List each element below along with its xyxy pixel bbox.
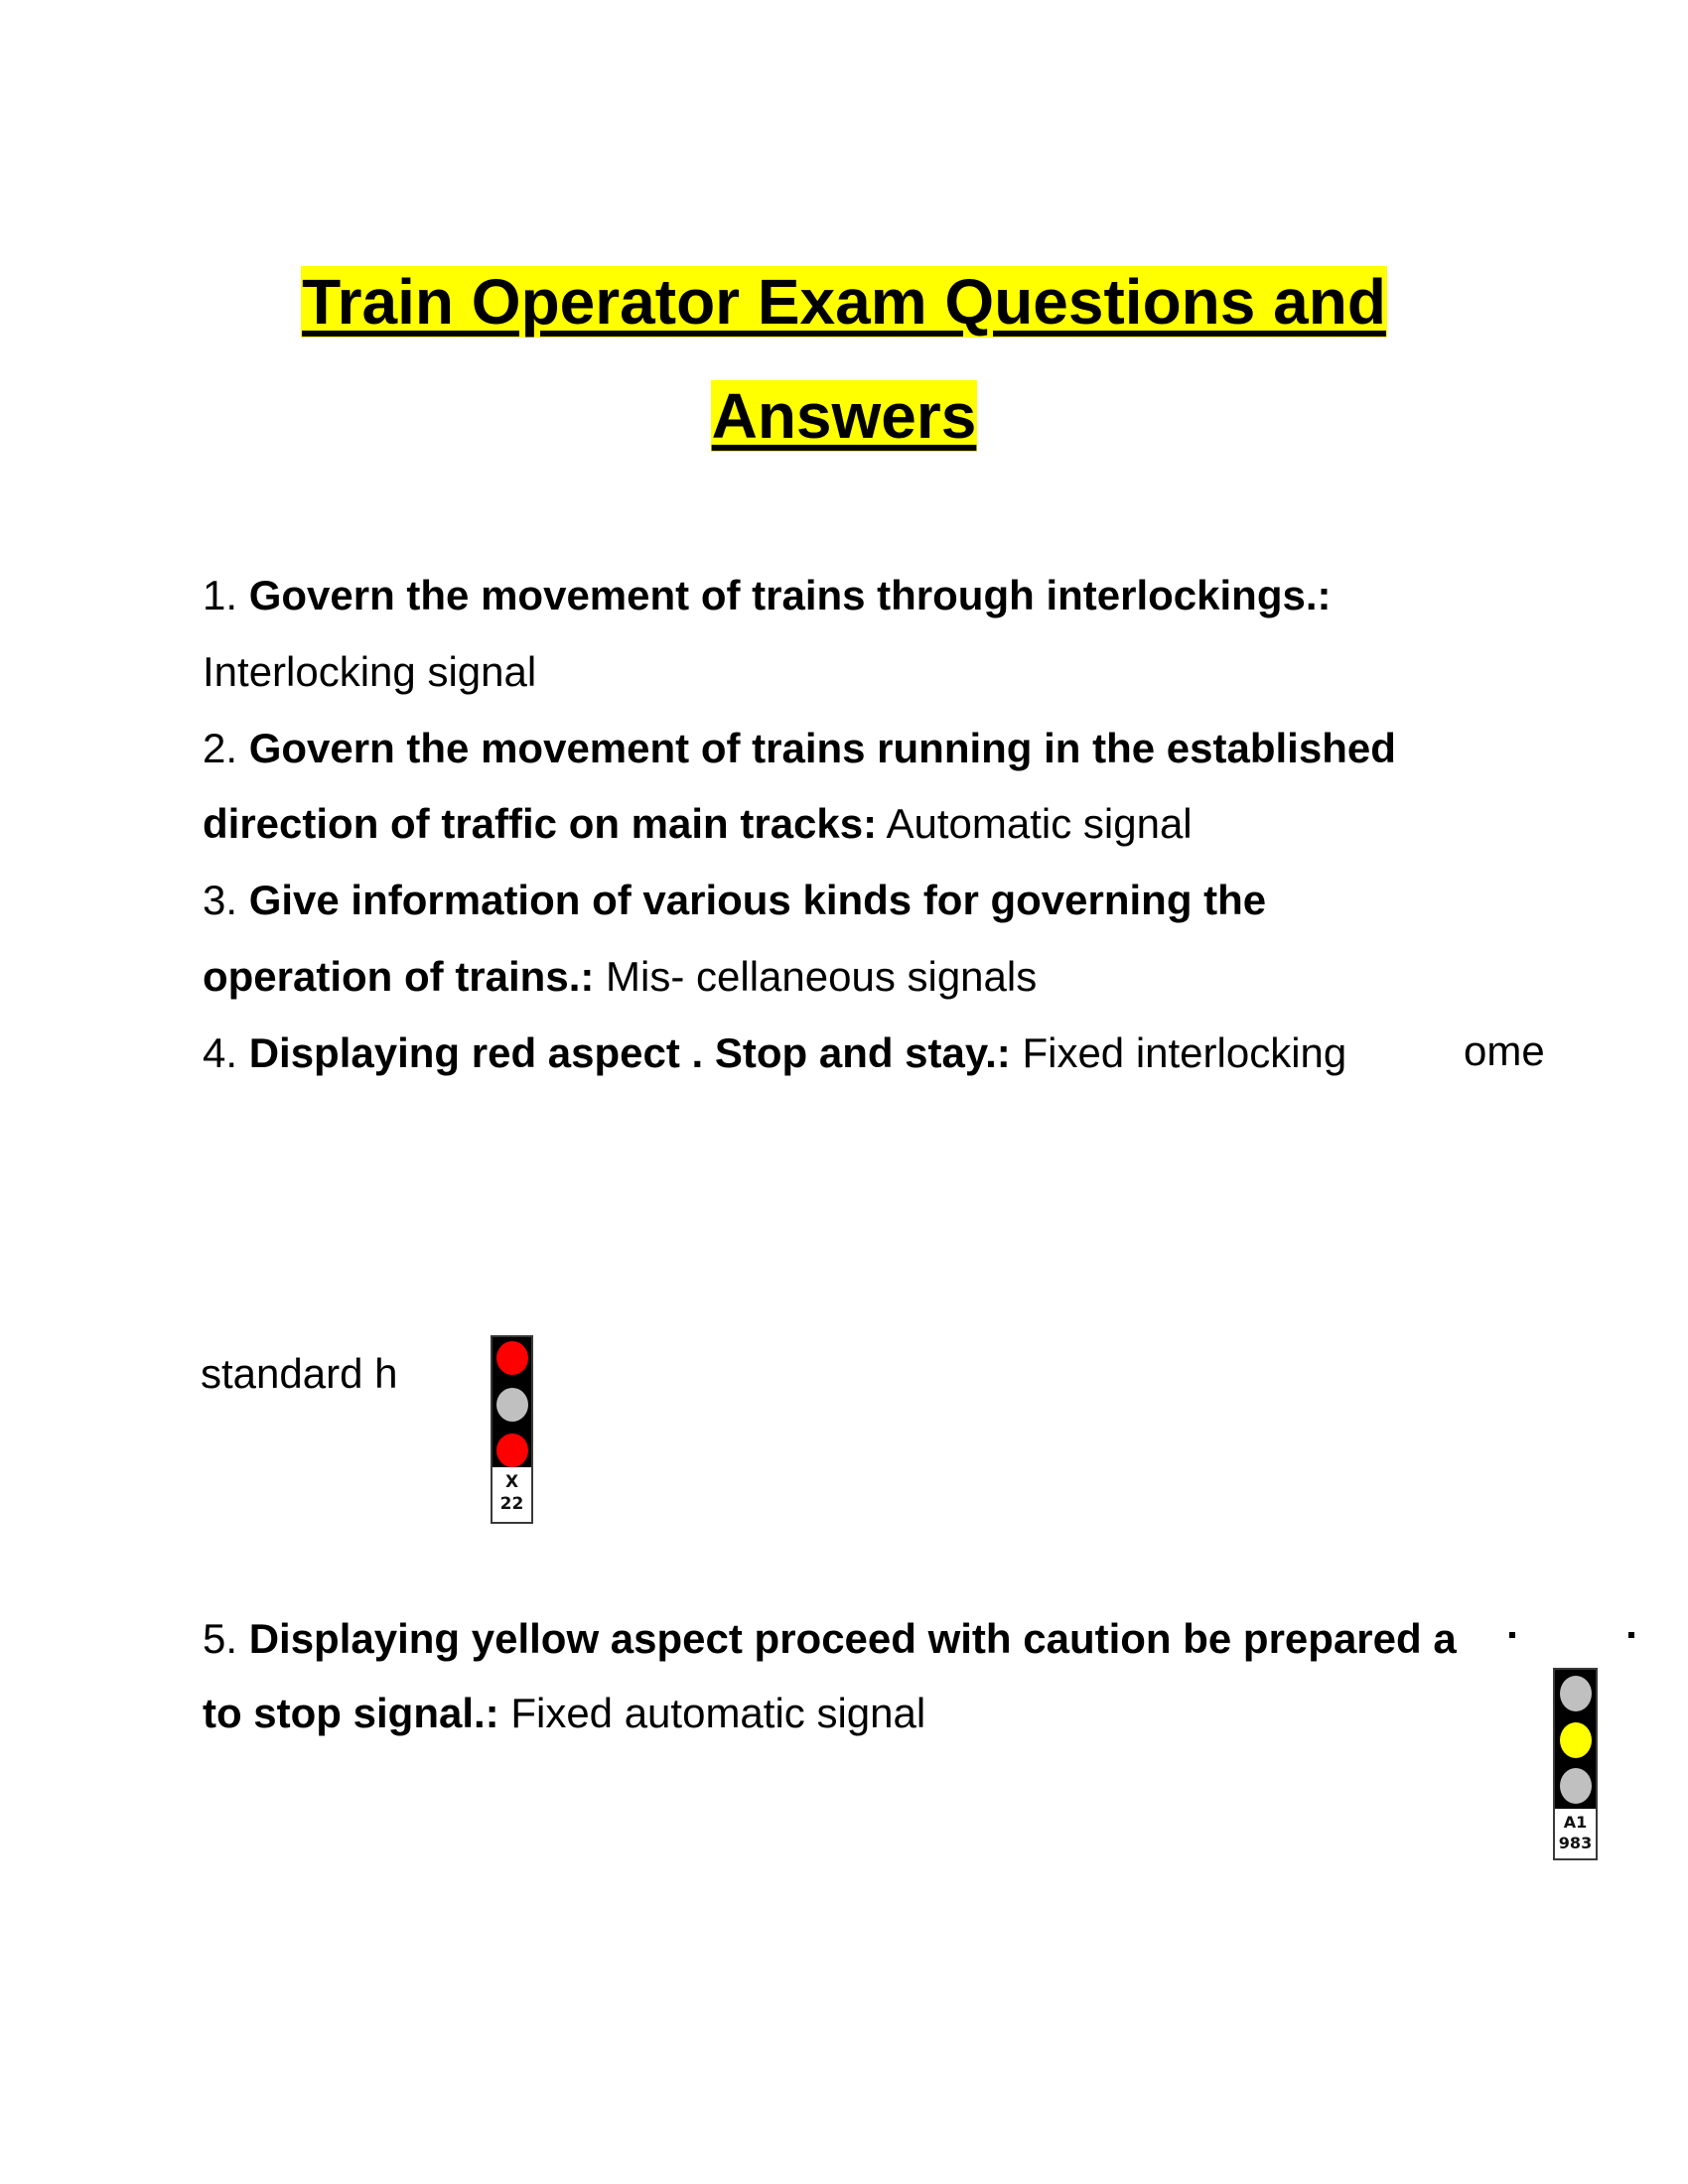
answer-text: Mis- cellaneous signals (606, 953, 1038, 1000)
signal-plate (1555, 1809, 1596, 1858)
answer-text: Fixed interlocking (1022, 1029, 1347, 1076)
question-number: 5. (203, 1615, 238, 1662)
question-text: Displaying red aspect . Stop and stay.: (248, 1029, 1011, 1076)
question-5-continued (203, 1689, 925, 1738)
question-1 (203, 571, 1332, 620)
question-text: Give information of various kinds for governing the (248, 877, 1267, 923)
question-4 (203, 1028, 1346, 1078)
gray-lamp-icon (496, 1388, 528, 1422)
automatic-signal-icon (1553, 1668, 1598, 1860)
question-number: 1. (203, 572, 238, 618)
plate-line-2: 22 (499, 1494, 524, 1514)
title-text-1: Train Operator Exam Questions and (302, 266, 1386, 338)
answer-text: Interlocking signal (203, 648, 537, 695)
interlocking-signal-icon (491, 1335, 533, 1524)
question-3-continued (203, 952, 1037, 1002)
answer-1 (203, 647, 536, 697)
red-lamp-icon (496, 1341, 528, 1375)
question-number: 3. (203, 877, 238, 923)
question-text: operation of trains.: (203, 953, 595, 1000)
question-text: Displaying yellow aspect proceed with caution be prepared (248, 1615, 1422, 1662)
title-text-2: Answers (711, 380, 977, 452)
question-number: 2. (203, 725, 238, 771)
question-text: Govern the movement of trains through interlockings.: (248, 572, 1332, 618)
text-fragment-dot (1509, 1632, 1515, 1638)
question-5 (203, 1614, 1457, 1664)
question-2-continued (203, 799, 1193, 849)
answer-text: Fixed automatic signal (510, 1690, 926, 1736)
overflow-fragment: ome (1464, 1027, 1545, 1074)
question-text: direction of traffic on main tracks: (203, 800, 878, 847)
signal-plate (492, 1467, 531, 1522)
question-text: Govern the movement of trains running in the established (248, 725, 1396, 771)
text-fragment-dot (1628, 1632, 1634, 1638)
question-2 (203, 724, 1396, 773)
question-text: to stop signal.: (203, 1690, 499, 1736)
yellow-lamp-icon (1560, 1722, 1592, 1758)
gray-lamp-icon (1560, 1676, 1592, 1711)
answer-text: Automatic signal (886, 800, 1193, 847)
plate-line-1: X (504, 1472, 519, 1492)
red-lamp-icon (496, 1433, 528, 1467)
clipped-fragment: a (1433, 1615, 1457, 1662)
page-title-line-2 (0, 378, 1688, 454)
question-3 (203, 876, 1266, 925)
question-number: 4. (203, 1029, 238, 1076)
page-title-line-1 (0, 264, 1688, 340)
plate-line-1: A1 (1563, 1813, 1588, 1832)
continuation-fragment: standard h (201, 1350, 398, 1397)
gray-lamp-icon (1560, 1768, 1592, 1804)
plate-line-2: 983 (1558, 1834, 1593, 1852)
clip-mask (1527, 1608, 1646, 1668)
